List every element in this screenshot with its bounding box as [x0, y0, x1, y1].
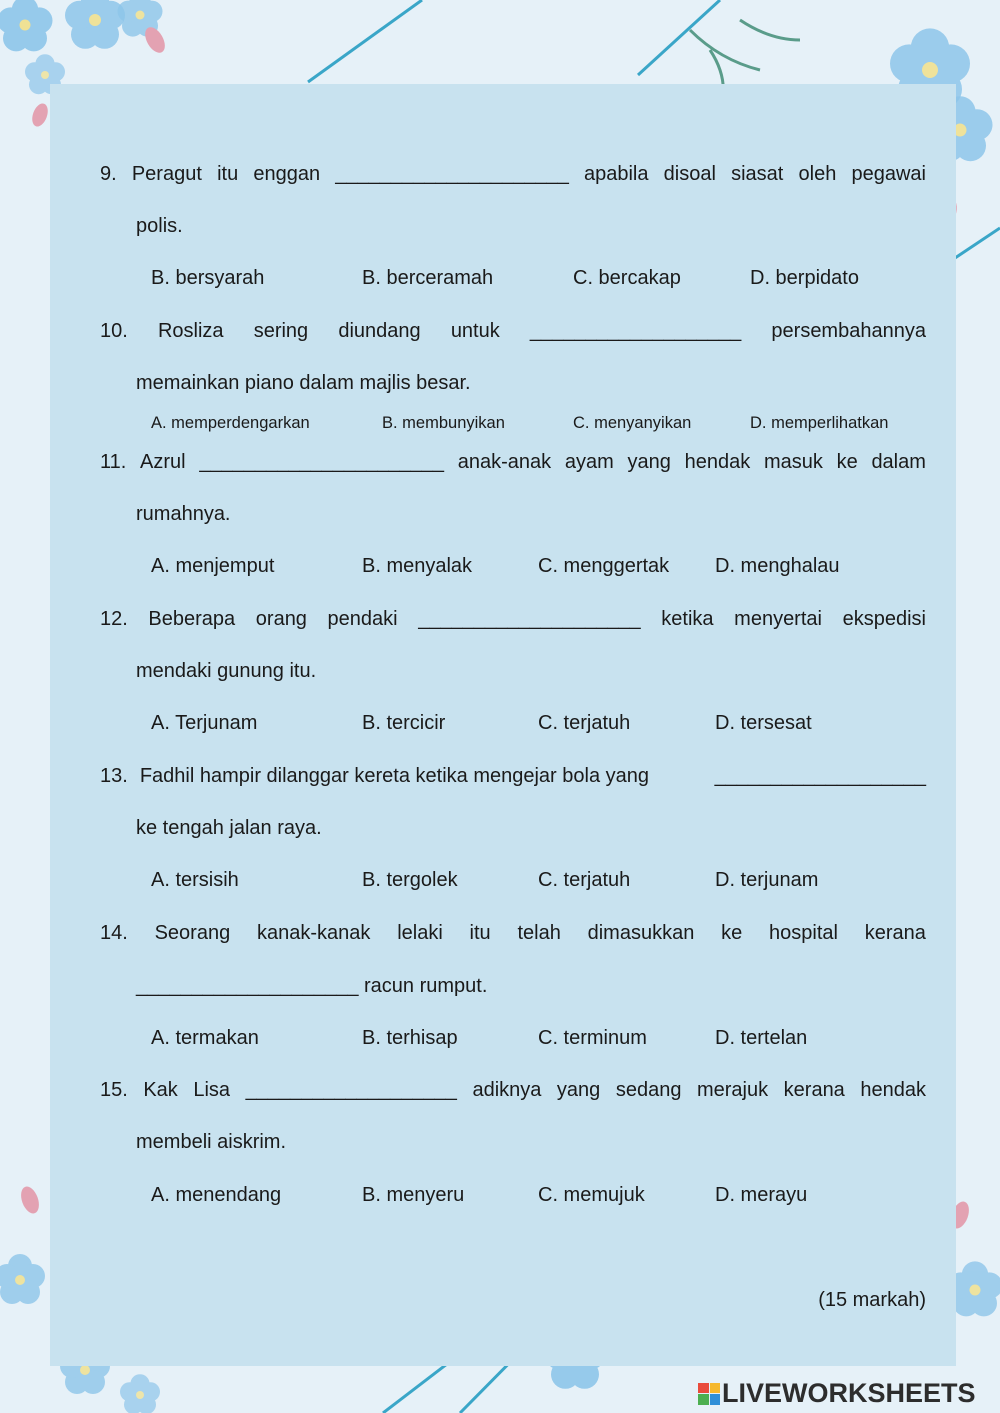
- total-marks: (15 markah): [818, 1289, 926, 1311]
- option-c[interactable]: C. terminum: [538, 1027, 647, 1049]
- option-b[interactable]: B. membunyikan: [382, 414, 505, 432]
- liveworksheets-logo: [698, 1378, 976, 1409]
- option-b[interactable]: B. menyeru: [362, 1184, 465, 1206]
- question-9: 9. Peragut itu enggan _____________________ apabila disoal siasat oleh pegawai: [100, 163, 926, 185]
- question-15: 15. Kak Lisa ___________________ adiknya yang sedang merajuk kerana hendak: [100, 1079, 926, 1101]
- option-a[interactable]: A. menjemput: [151, 555, 275, 577]
- question-number: 13.: [100, 765, 128, 787]
- option-a[interactable]: B. bersyarah: [151, 267, 265, 289]
- question-continuation: memainkan piano dalam majlis besar.: [136, 372, 471, 394]
- question-number: 11.: [100, 451, 127, 473]
- question-10: 10. Rosliza sering diundang untuk ___________________ persembahannya: [100, 320, 926, 342]
- question-number: 10.: [100, 320, 128, 342]
- question-number: 14.: [100, 922, 128, 944]
- option-b[interactable]: B. tercicir: [362, 712, 446, 734]
- option-b[interactable]: B. tergolek: [362, 869, 458, 891]
- question-14: 14. Seorang kanak-kanak lelaki itu telah dimasukkan ke hospital kerana: [100, 922, 926, 944]
- option-a[interactable]: A. Terjunam: [151, 712, 258, 734]
- answer-blank[interactable]: ___________________: [245, 1079, 457, 1101]
- question-continuation: mendaki gunung itu.: [136, 660, 317, 682]
- question-continuation[interactable]: ____________________ racun rumput.: [136, 975, 488, 997]
- option-a[interactable]: A. tersisih: [151, 869, 239, 891]
- answer-blank[interactable]: ___________________: [714, 765, 926, 787]
- option-b[interactable]: B. menyalak: [362, 555, 473, 577]
- option-a[interactable]: A. memperdengarkan: [151, 414, 310, 432]
- option-a[interactable]: A. menendang: [151, 1184, 282, 1206]
- option-d[interactable]: D. tersesat: [715, 712, 812, 734]
- question-number: 9.: [100, 163, 117, 185]
- option-d[interactable]: D. memperlihatkan: [750, 414, 889, 432]
- option-c[interactable]: C. menggertak: [538, 555, 670, 577]
- option-a[interactable]: A. termakan: [151, 1027, 259, 1049]
- question-11: 11. Azrul ______________________ anak-anak ayam yang hendak masuk ke dalam: [100, 451, 926, 473]
- question-12: 12. Beberapa orang pendaki ____________________ ketika menyertai ekspedisi: [100, 608, 926, 630]
- option-b[interactable]: B. terhisap: [362, 1027, 458, 1049]
- option-c[interactable]: C. terjatuh: [538, 869, 631, 891]
- option-c[interactable]: C. terjatuh: [538, 712, 631, 734]
- option-c[interactable]: C. bercakap: [573, 267, 681, 289]
- question-continuation: membeli aiskrim.: [136, 1131, 287, 1153]
- answer-blank[interactable]: _____________________: [335, 163, 569, 185]
- question-number: 15.: [100, 1079, 128, 1101]
- answer-blank[interactable]: ___________________: [529, 320, 742, 342]
- option-d[interactable]: D. merayu: [715, 1184, 808, 1206]
- option-d[interactable]: D. menghalau: [715, 555, 840, 577]
- option-b[interactable]: B. berceramah: [362, 267, 494, 289]
- question-number: 12.: [100, 608, 128, 630]
- answer-blank[interactable]: ____________________: [418, 608, 641, 630]
- answer-blank[interactable]: ______________________: [199, 451, 445, 473]
- option-d[interactable]: D. tertelan: [715, 1027, 808, 1049]
- option-d[interactable]: D. terjunam: [715, 869, 819, 891]
- question-continuation: ke tengah jalan raya.: [136, 817, 322, 839]
- question-13: 13. Fadhil hampir dilanggar kereta ketika mengejar bola yang ___________________: [100, 765, 926, 787]
- logo-icon: [698, 1383, 720, 1405]
- option-d[interactable]: D. berpidato: [750, 267, 859, 289]
- logo-text: LIVEWORKSHEETS: [722, 1378, 976, 1408]
- question-continuation: polis.: [136, 215, 183, 237]
- option-c[interactable]: C. menyanyikan: [573, 414, 692, 432]
- question-continuation: rumahnya.: [136, 503, 231, 525]
- option-c[interactable]: C. memujuk: [538, 1184, 645, 1206]
